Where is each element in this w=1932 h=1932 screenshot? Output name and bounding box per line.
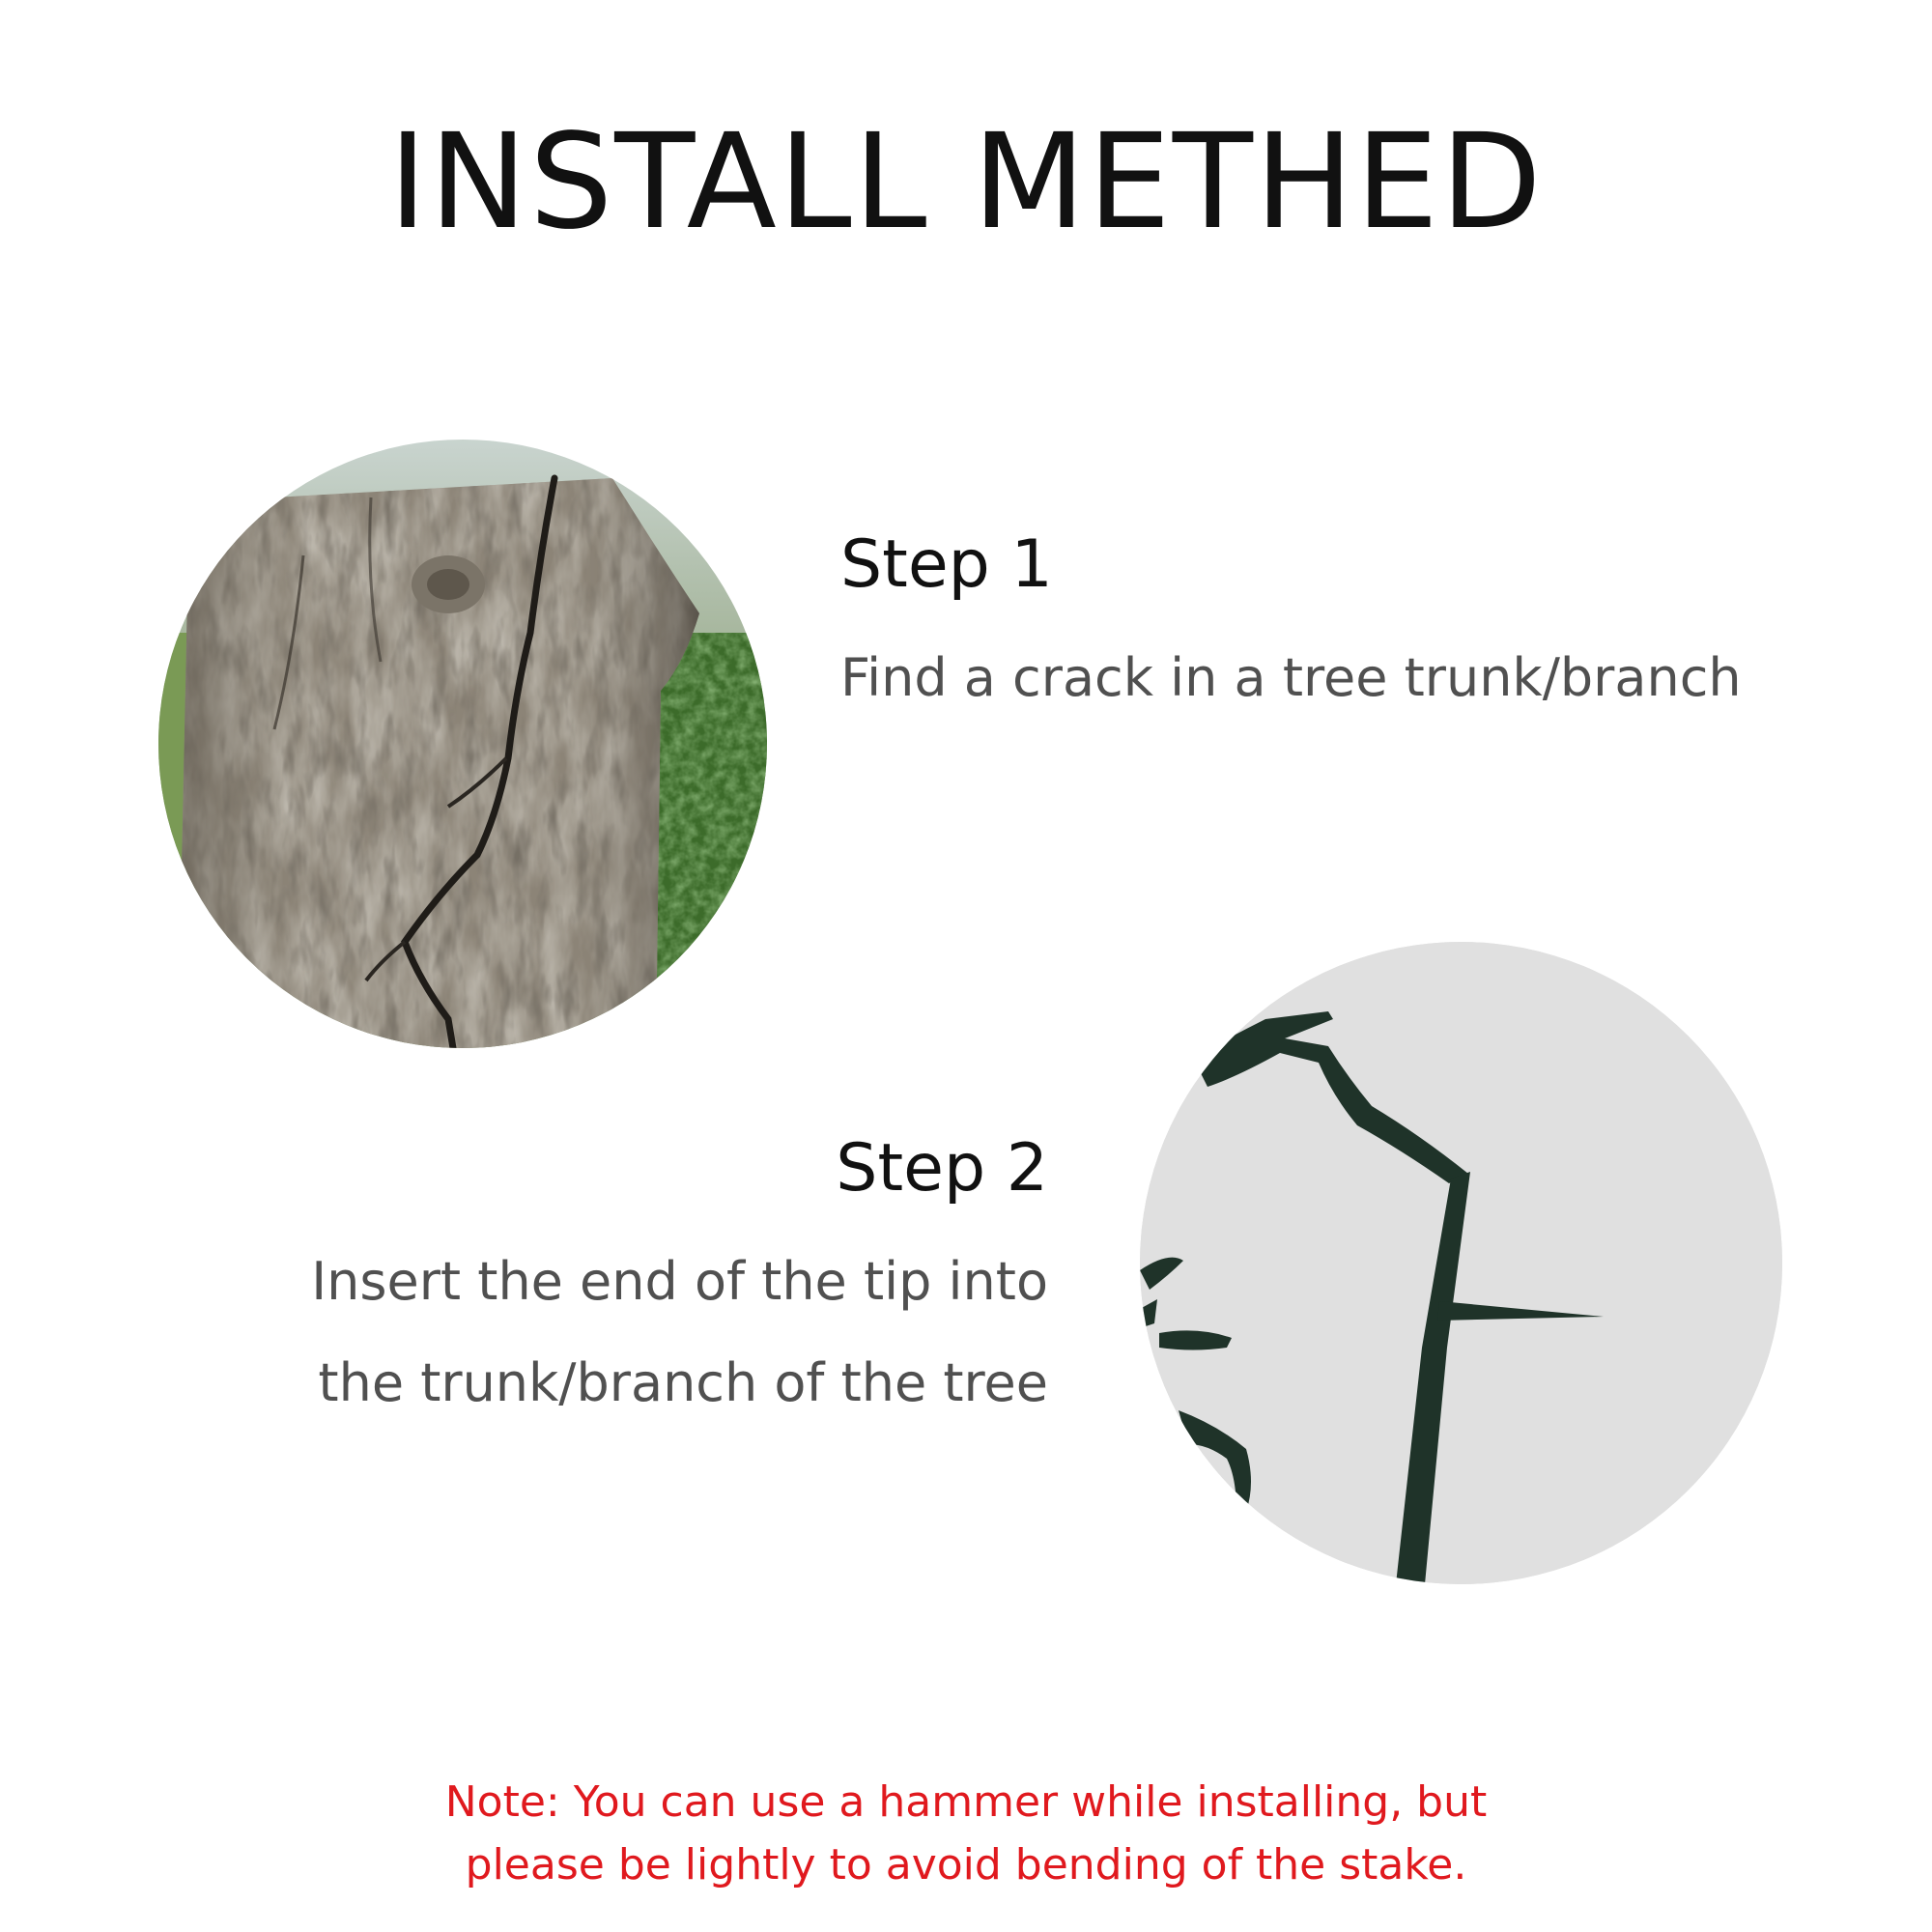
page-title: INSTALL METHED xyxy=(388,106,1544,259)
metal-stake-photo xyxy=(1140,942,1782,1584)
step1-heading: Step 1 xyxy=(840,526,1053,603)
tree-bark-photo xyxy=(158,440,767,1048)
step2-heading: Step 2 xyxy=(836,1130,1048,1207)
step2-description-line1: Insert the end of the tip into xyxy=(311,1251,1048,1312)
step1-description: Find a crack in a tree trunk/branch xyxy=(840,647,1742,708)
note-line2: please be lightly to avoid bending of the stake. xyxy=(465,1840,1467,1889)
step2-description-line2: the trunk/branch of the tree xyxy=(318,1352,1048,1413)
note-line1: Note: You can use a hammer while installing, but xyxy=(444,1777,1488,1827)
